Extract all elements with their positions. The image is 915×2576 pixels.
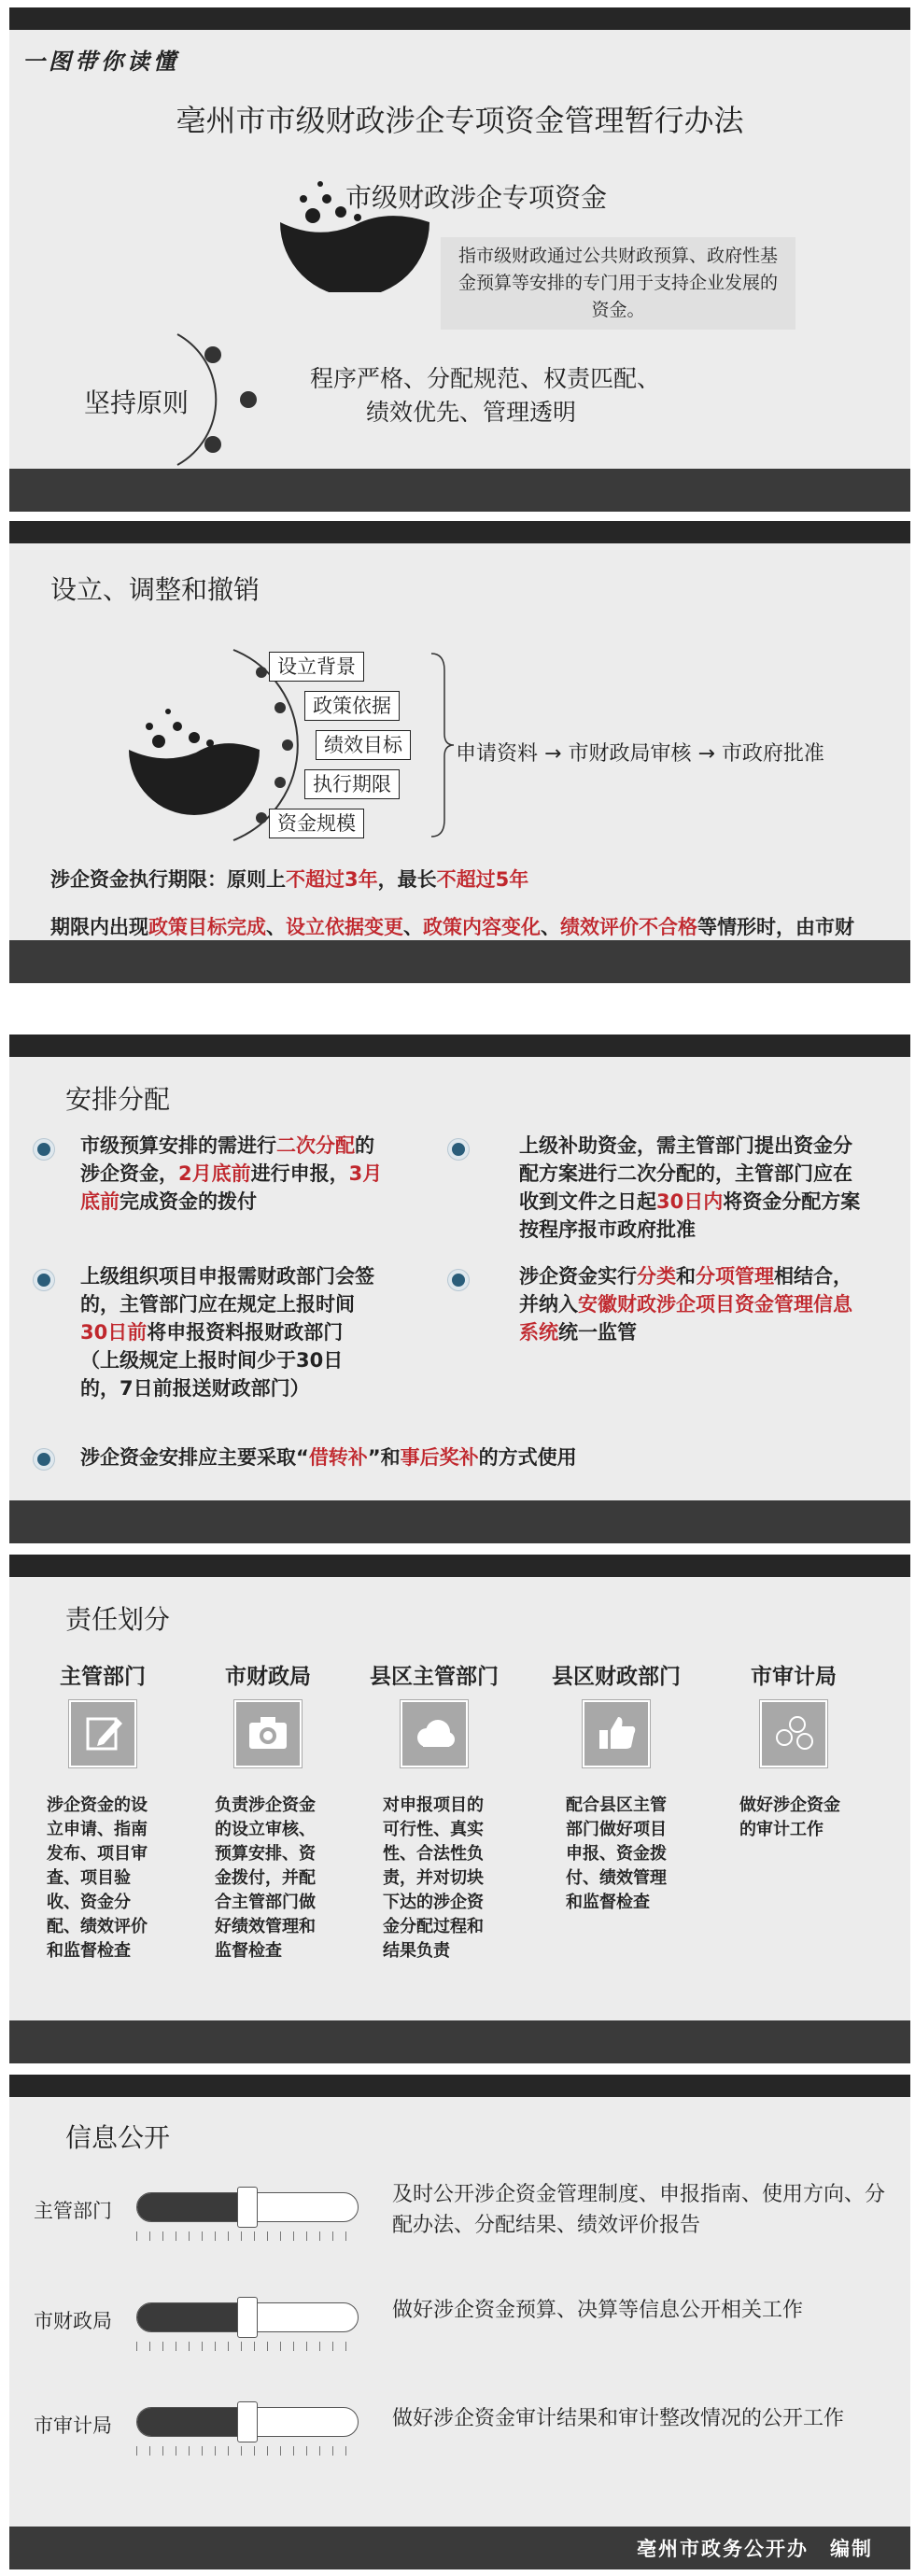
col-text-finance: 负责涉企资金的设立审核、预算安排、资金拨付，并配合主管部门做好绩效管理和监督检查 (215, 1795, 316, 1961)
col-text-county-dept: 对申报项目的可行性、真实性、合法性负责，并对切块下达的涉企资金分配过程和结果负责 (383, 1795, 484, 1961)
highlight: 分项管理 (696, 1265, 774, 1288)
col-text-dept: 涉企资金的设立申请、指南发布、项目审查、项目验收、资金分配、绩效评价和监督检查 (47, 1795, 148, 1961)
allocation-item-1 (80, 1132, 388, 1216)
text: 的方式使用 (478, 1446, 577, 1469)
col-text-county-finance: 配合县区主管部门做好项目申报、资金拨付、绩效管理和监督检查 (566, 1795, 667, 1912)
row-text-audit: 做好涉企资金审计结果和审计整改情况的公开工作 (392, 2407, 845, 2430)
adj-reason-4: 绩效评价不合格 (560, 916, 697, 938)
limit-5-years: 不超过5年 (436, 868, 529, 891)
bullet-icon (34, 1270, 54, 1290)
flow-step-approve: 市政府批准 (721, 742, 824, 766)
highlight: 事后奖补 (400, 1446, 479, 1469)
adj-reason-1: 政策目标完成 (148, 916, 266, 938)
panel-bottom-bar (9, 469, 910, 512)
panel-top-bar (9, 7, 910, 30)
allocation-item-4 (519, 1262, 865, 1346)
row-label-finance: 市财政局 (34, 2310, 112, 2332)
col-head-audit: 市审计局 (751, 1665, 837, 1689)
text: 上级补助资金，需主管部门提出资金分配方案进行二次分配的，主管部门应在收到文件之日起 (519, 1134, 852, 1213)
responsibility-panel (9, 1555, 910, 2063)
col-text-audit: 做好涉企资金的审计工作 (739, 1795, 840, 1839)
text: 将申报资料报财政部门（上级规定上报时间少于30日的，7日前报送财政部门） (80, 1321, 344, 1400)
allocation-item-3 (519, 1132, 865, 1244)
text: 进行申报， (250, 1162, 349, 1185)
adjustment-conditions: 期限内出现政策目标完成、设立依据变更、政策内容变化、绩效评价不合格等情形时，由市财 (50, 913, 872, 969)
flow-step-review: 市财政局审核 (568, 742, 692, 766)
highlight: 2月底前 (178, 1162, 251, 1185)
tag-fund-size: 资金规模 (269, 809, 364, 838)
section-title: 责任划分 (65, 1604, 171, 1635)
slider-ticks (136, 2231, 359, 2241)
text: 的涉企资金， (80, 1134, 374, 1185)
principle-label: 坚持原则 (84, 387, 190, 418)
panel-bottom-bar (9, 940, 910, 983)
arrow-right-icon: → (544, 742, 569, 766)
section-title: 设立、调整和撤销 (50, 574, 260, 605)
text: ”和 (367, 1446, 401, 1469)
tag-policy-basis: 政策依据 (304, 691, 400, 721)
col-head-finance: 市财政局 (225, 1665, 311, 1689)
text: 完成资金的拨付 (120, 1190, 257, 1213)
highlight: 30日前 (80, 1321, 148, 1344)
panel-top-bar (9, 1035, 910, 1057)
slogan: 一图带你读懂 (22, 48, 179, 75)
text: 和 (676, 1265, 696, 1288)
limit-prefix: 涉企资金执行期限：原则上 (50, 868, 286, 891)
slider-fill (137, 2303, 247, 2331)
section-title: 安排分配 (65, 1084, 171, 1115)
bullet-icon (448, 1270, 469, 1290)
adj-reason-3: 政策内容变化 (423, 916, 541, 938)
tag-performance-goal: 绩效目标 (316, 730, 411, 760)
slider-fill (137, 2408, 247, 2436)
bracket-icon (428, 652, 456, 838)
page-title: 亳州市市级财政涉企专项资金管理暂行办法 (176, 103, 744, 138)
allocation-panel (9, 1035, 910, 1543)
row-label-audit: 市审计局 (34, 2414, 112, 2437)
intro-panel (9, 7, 910, 512)
limit-3-years: 不超过3年 (286, 868, 378, 891)
bullet-icon (448, 1139, 469, 1160)
arrow-right-icon: → (697, 742, 722, 766)
highlight: 安徽财政涉企项目资金管理信息系统 (519, 1293, 852, 1344)
adj-reason-2: 设立依据变更 (286, 916, 403, 938)
adj-prefix: 期限内出现 (50, 916, 148, 938)
highlight: 3月底前 (80, 1162, 383, 1213)
slider-fill (137, 2193, 247, 2221)
panel-top-bar (9, 521, 910, 543)
cloud-icon (401, 1700, 468, 1767)
fund-definition: 指市级财政通过公共财政预算、政府性基金预算等安排的专门用于支持企业发展的资金。 (441, 237, 795, 330)
principle-line-1: 程序严格、分配规范、权责匹配、 (310, 365, 661, 392)
setup-panel (9, 521, 910, 983)
text: 统一监管 (558, 1321, 637, 1344)
text: 将资金分配方案按程序报市政府批准 (519, 1190, 861, 1241)
bullet-icon (34, 1449, 54, 1470)
tag-period: 执行期限 (304, 769, 400, 799)
allocation-item-2 (80, 1262, 379, 1402)
col-head-county-dept: 县区主管部门 (370, 1665, 499, 1689)
slider-knob (237, 2187, 258, 2228)
row-text-finance: 做好涉企资金预算、决算等信息公开相关工作 (392, 2299, 804, 2322)
text: 上级组织项目申报需财政部门会签的，主管部门应在规定上报时间 (80, 1265, 374, 1316)
edit-icon (69, 1700, 136, 1767)
principle-line-2: 绩效优先、管理透明 (366, 399, 577, 426)
text: 相结合，并纳入 (519, 1265, 852, 1316)
fund-title: 市级财政涉企专项资金 (345, 182, 608, 213)
approval-flow (456, 738, 824, 767)
tag-background: 设立背景 (269, 652, 364, 682)
row-label-dept: 主管部门 (34, 2200, 112, 2222)
col-head-dept: 主管部门 (60, 1665, 146, 1689)
section-title: 信息公开 (65, 2122, 171, 2153)
adj-suffix: 等情形时，由市财 (697, 916, 854, 938)
slider-knob (237, 2297, 258, 2338)
footer-credit: 亳州市政务公开办 编制 (637, 2538, 873, 2560)
disclosure-panel (9, 2075, 910, 2569)
panel-top-bar (9, 1555, 910, 1577)
execution-period (50, 865, 528, 893)
highlight: 分类 (637, 1265, 676, 1288)
text: 涉企资金安排应主要采取“ (80, 1446, 309, 1469)
camera-icon (234, 1700, 302, 1767)
col-head-county-finance: 县区财政部门 (552, 1665, 681, 1689)
allocation-item-5 (80, 1443, 883, 1471)
highlight: 30日内 (656, 1190, 724, 1213)
panel-top-bar (9, 2075, 910, 2097)
slider-ticks (136, 2446, 359, 2456)
share-icon (760, 1700, 827, 1767)
slider-ticks (136, 2342, 359, 2351)
highlight: 二次分配 (276, 1134, 355, 1157)
flow-step-apply: 申请资料 (456, 742, 539, 766)
text: 涉企资金实行 (519, 1265, 637, 1288)
highlight: 借转补 (308, 1446, 368, 1469)
panel-bottom-bar (9, 1500, 910, 1543)
panel-bottom-bar (9, 2020, 910, 2063)
text: 市级预算安排的需进行 (80, 1134, 276, 1157)
limit-mid: ，最长 (377, 868, 437, 891)
thumbs-up-icon (583, 1700, 650, 1767)
slider-knob (237, 2401, 258, 2442)
principle-text (310, 362, 660, 429)
row-text-dept: 及时公开涉企资金管理制度、申报指南、使用方向、分配办法、分配结果、绩效评价报告 (392, 2183, 886, 2237)
bullet-icon (34, 1139, 54, 1160)
